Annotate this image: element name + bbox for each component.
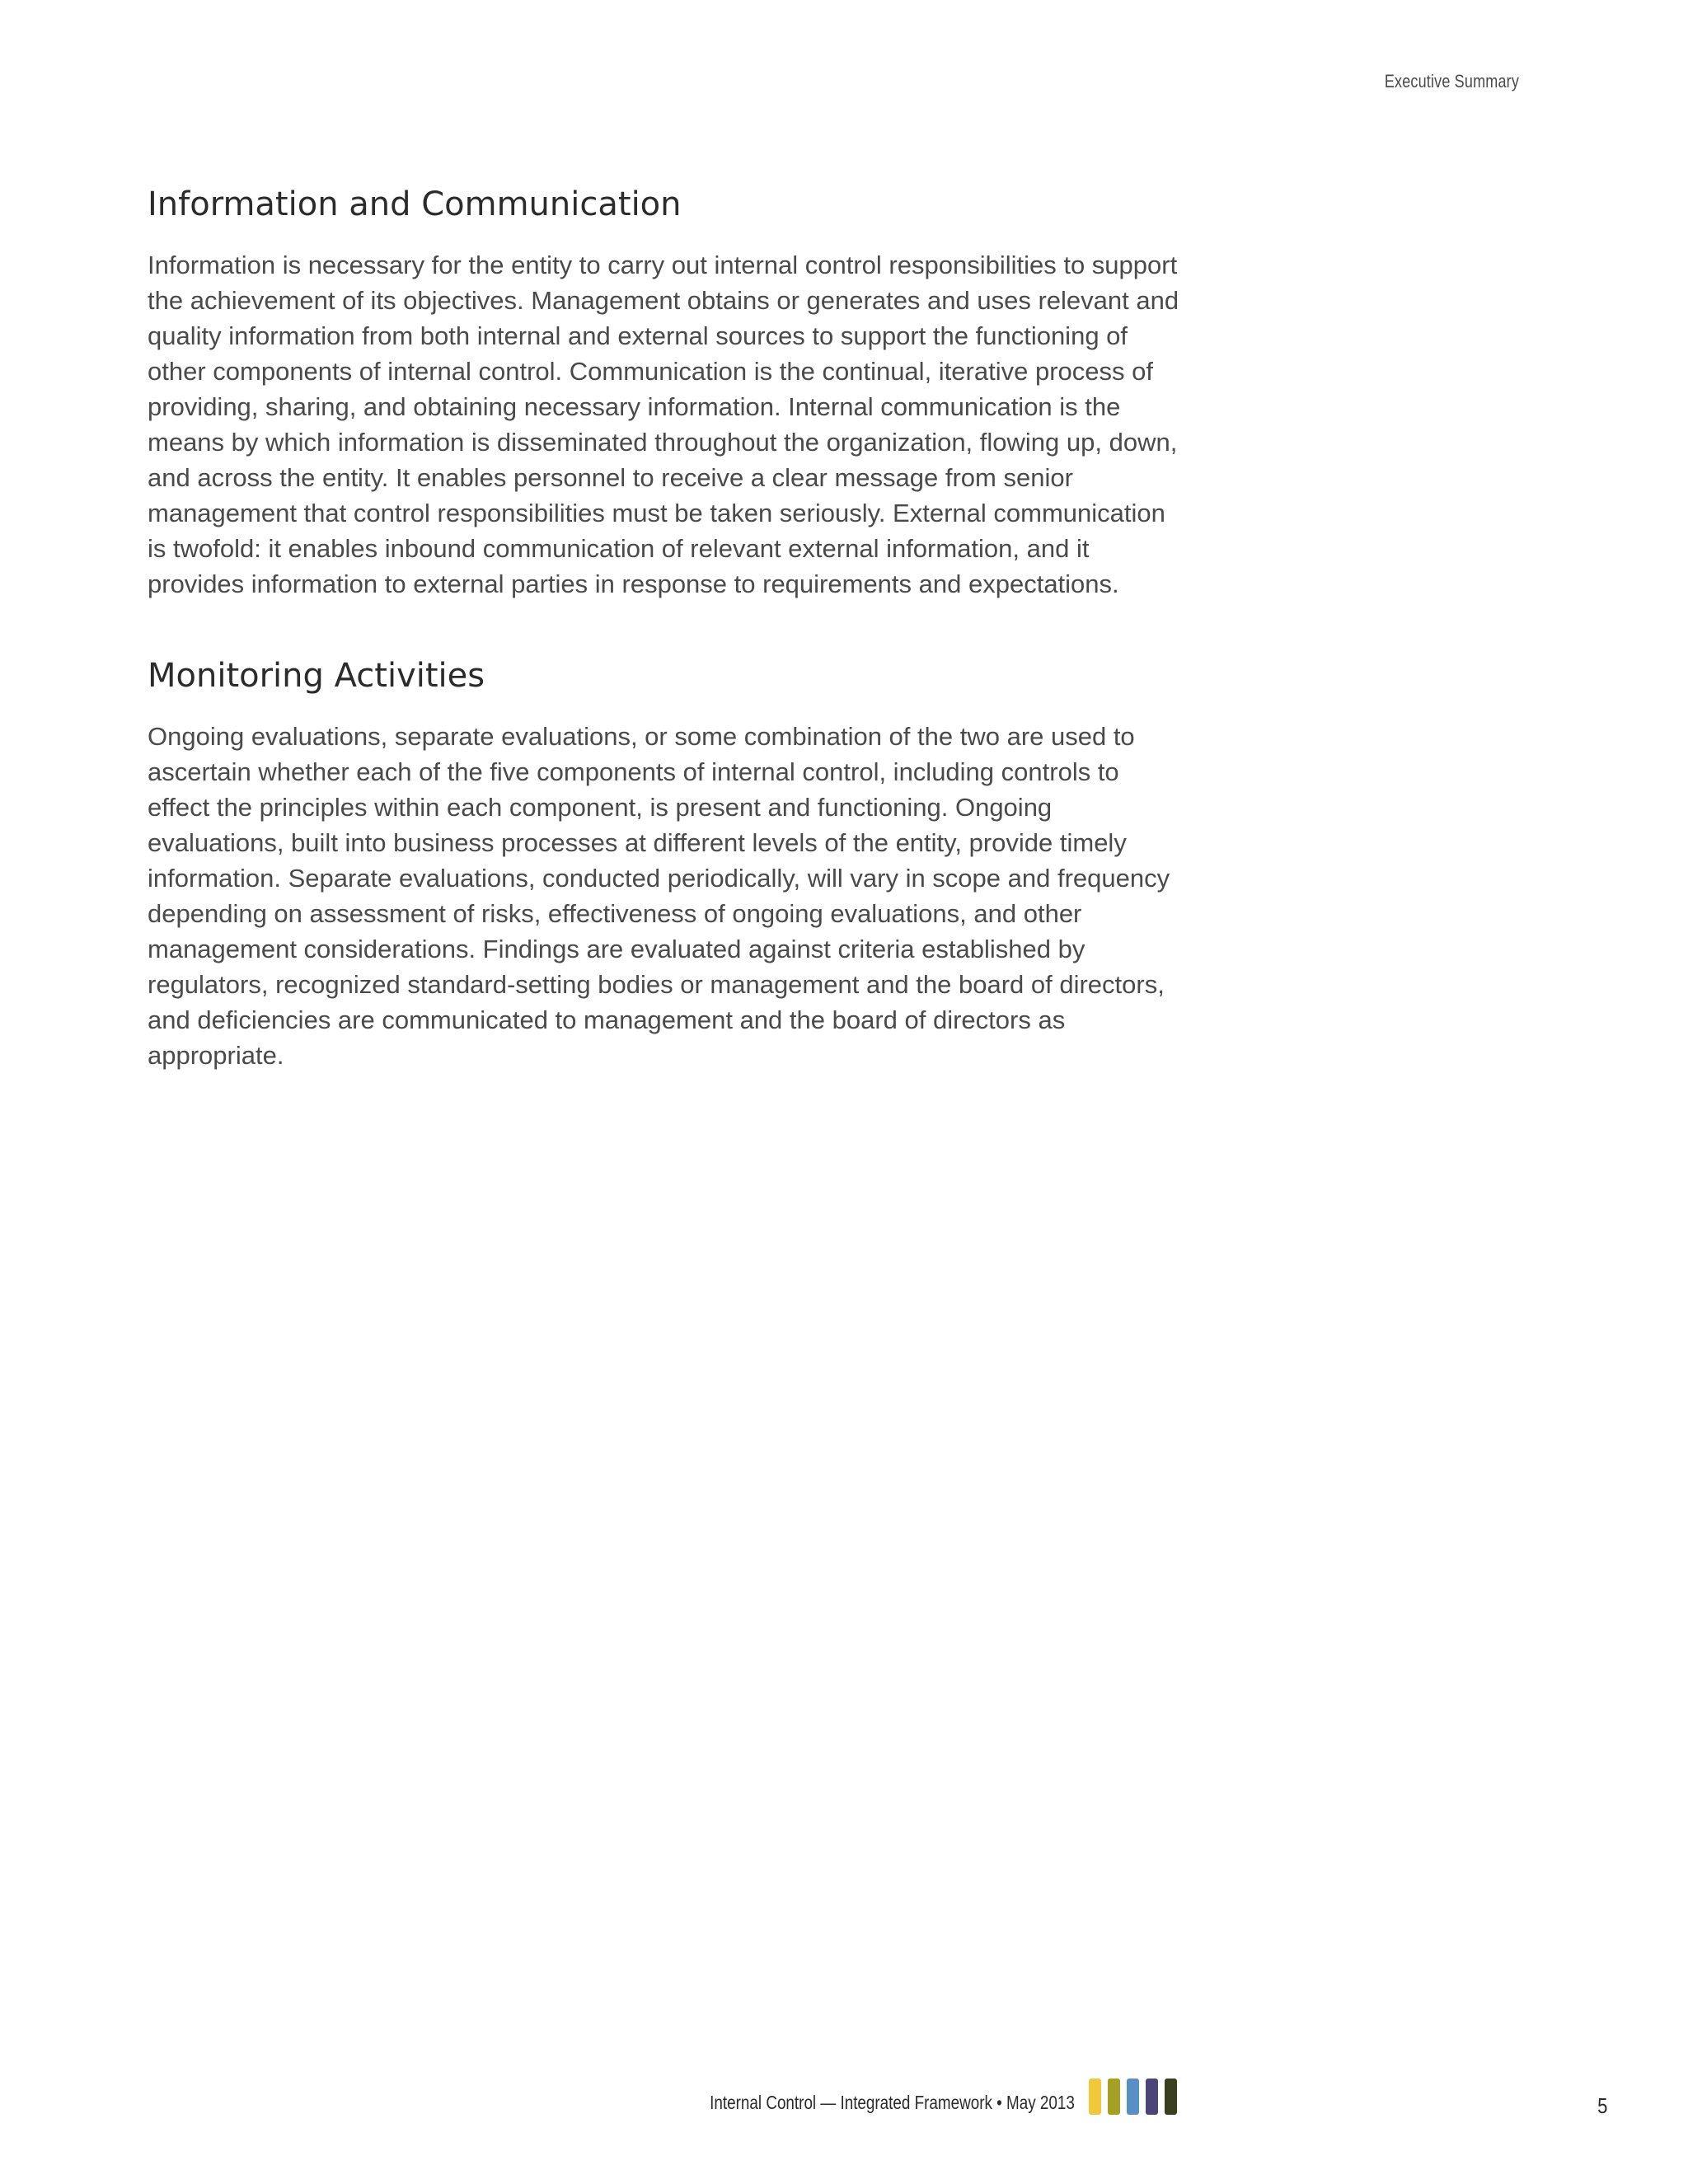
page-footer [0, 2079, 1688, 2128]
footer-color-bars [1089, 2079, 1177, 2115]
section-body: Information is necessary for the entity to carry out internal control responsibilities to support the achievement of its objectives. Management obtains or generates and uses relevant and quality information from both internal and external sources to support the functioning of other components of internal control. Communication is the continual, iterative process of providing, sharing, and obtaining necessary information. Internal communication is the means by which information is disseminated throughout the organization, flowing up, down, and across the entity. It enables personnel to receive a clear message from senior management that control responsibilities must be taken seriously. External communication is twofold: it enables inbound communication of relevant external information, and it provides information to external parties in response to requirements and expectations. [148, 251, 1179, 598]
section-monitoring-activities [148, 654, 1186, 1073]
section-heading: Monitoring Activities [148, 657, 485, 695]
footer-color-bar [1165, 2079, 1177, 2115]
running-header: Executive Summary [1384, 71, 1519, 91]
footer-color-bar [1127, 2079, 1139, 2115]
section-information-communication [148, 183, 1186, 602]
footer-title: Internal Control — Integrated Framework • May 2013 [710, 2092, 1075, 2113]
footer-color-bar [1108, 2079, 1120, 2115]
footer-color-bar [1146, 2079, 1158, 2115]
page-number: 5 [1597, 2093, 1607, 2118]
section-body: Ongoing evaluations, separate evaluations, or some combination of the two are used to ascertain whether each of the five components of internal control, including controls to effect the principles within each component, is present and functioning. Ongoing evaluations, built into business processes at different levels of the entity, provide timely information. Separate evaluations, conducted periodically, will vary in scope and frequency depending on assessment of risks, effectiveness of ongoing evaluations, and other management considerations. Findings are evaluated against criteria established by regulators, recognized standard-setting bodies or management and the board of directors, and deficiencies are communicated to management and the board of directors as appropriate. [148, 722, 1170, 1070]
footer-color-bar [1089, 2079, 1101, 2115]
section-heading: Information and Communication [148, 185, 682, 223]
main-content [148, 183, 1186, 1073]
